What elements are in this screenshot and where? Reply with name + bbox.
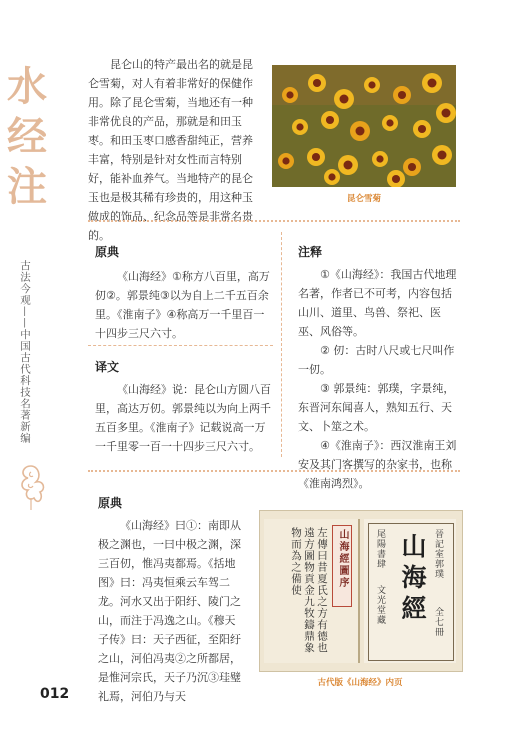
ancient-book-photo xyxy=(259,510,463,672)
heading-yuandian-2: 原典 xyxy=(98,496,123,510)
column-divider xyxy=(281,232,282,457)
book-side-2: 尾陽書肆 xyxy=(375,529,385,569)
flower-center xyxy=(286,91,293,98)
book-left-title: 山海經圖序 xyxy=(337,529,348,589)
book-side-4: 全七冊 xyxy=(433,607,443,637)
intro-paragraph: 昆仑山的特产最出名的就是昆仑雪菊，对人有着非常好的保健作用。除了昆仑雪菊，当地还有一种非常优良的产品，那就是和田玉枣。和田玉枣口感香甜纯正，营养丰富，特别是针对女性而言特别好，能补血养气。当地特产的昆仑玉也是极其稀有珍贵的，用这种玉做成的饰品、纪念品等是非常名贵的。 xyxy=(88,58,253,242)
flower-center xyxy=(312,153,320,161)
note-2: ② 仞：古时八尺或七尺叫作一仞。 xyxy=(298,344,455,376)
book-left-page xyxy=(264,519,360,663)
series-title: 古法今观——中国古代科技名著新编 xyxy=(19,260,31,444)
yiwen-text: 《山海经》说：昆仑山方圆八百里，高达万仞。郭景纯以为向上两千五百多里。《淮南子》记载说高一万一千里零一百一十四步三尺六寸。 xyxy=(95,383,271,453)
yuandian-text: 《山海经》①称方八百里，高万仞②。郭景纯③以为自上二千五百余里。《淮南子》④称高万一千里百一十四步三尺六寸。 xyxy=(95,270,270,340)
book-title-char-2: 经 xyxy=(7,114,47,160)
photo-caption: 昆仑雪菊 xyxy=(346,194,381,204)
book-cover-title: 山海經 xyxy=(398,533,427,626)
flower-center xyxy=(282,157,289,164)
flower-center xyxy=(438,151,447,160)
chrysanthemum-photo xyxy=(272,65,456,187)
book-title-char-1: 水 xyxy=(7,64,47,110)
flower-center xyxy=(326,116,334,124)
flower-center xyxy=(313,79,321,87)
flower-center xyxy=(344,161,353,170)
cloud-ornament-icon xyxy=(14,462,48,512)
flower-center xyxy=(328,173,335,180)
flower-center xyxy=(368,81,375,88)
flower-center xyxy=(356,127,365,136)
note-3: ③ 郭景纯：郭璞，字景纯，东晋河东闻喜人，熟知五行、天文、卜筮之术。 xyxy=(298,382,455,433)
flower-center xyxy=(392,175,400,183)
book-title-char-3: 注 xyxy=(7,164,47,210)
flower-center xyxy=(398,91,406,99)
book-caption: 古代版《山海经》内页 xyxy=(317,678,403,688)
divider-yiwen xyxy=(88,345,273,346)
flower-center xyxy=(442,109,451,118)
notes-list xyxy=(298,265,462,493)
flower-center xyxy=(386,119,393,126)
flower-center xyxy=(340,95,349,104)
page-number: 012 xyxy=(40,686,70,702)
flower-center xyxy=(296,123,303,130)
yuandian2-text: 《山海经》曰①：南即从极之渊也，一曰中极之渊，深三百仞，惟冯夷都焉。《括地图》曰：冯夷恒乘云车驾二龙。河水又出于阳纡、陵门之山，而注于冯逸之山。《穆天子传》曰：天子西征，至阳纡之山，河伯冯夷②之所都居，是惟河宗氏，天子乃沉③珪璧礼焉，河伯乃与天 xyxy=(98,519,241,703)
heading-yiwen: 译文 xyxy=(95,360,120,374)
divider-top xyxy=(88,220,460,222)
flower-center xyxy=(376,155,383,162)
divider-bottom xyxy=(88,470,460,472)
note-4: ④《淮南子》：西汉淮南王刘安及其门客撰写的杂家书，也称《淮南鸿烈》。 xyxy=(298,439,457,490)
book-title xyxy=(4,62,50,212)
note-1: ①《山海经》：我国古代地理名著，作者已不可考，内容包括山川、道里、鸟兽、祭祀、医巫、风俗等。 xyxy=(298,268,457,338)
heading-yuandian: 原典 xyxy=(95,245,120,259)
book-side-3: 文光堂藏 xyxy=(375,585,385,625)
flower-center xyxy=(408,163,416,171)
book-side-1: 晉記室郭璞 xyxy=(433,529,443,579)
flower-center xyxy=(418,125,426,133)
flower-center xyxy=(428,79,437,88)
heading-zhushi: 注释 xyxy=(298,245,323,259)
book-left-text: 左傳曰昔夏氏之方有德也遠方圖物貢金九牧鑄鼎象物而為之備使 xyxy=(290,527,328,654)
book-right-page xyxy=(364,519,456,663)
